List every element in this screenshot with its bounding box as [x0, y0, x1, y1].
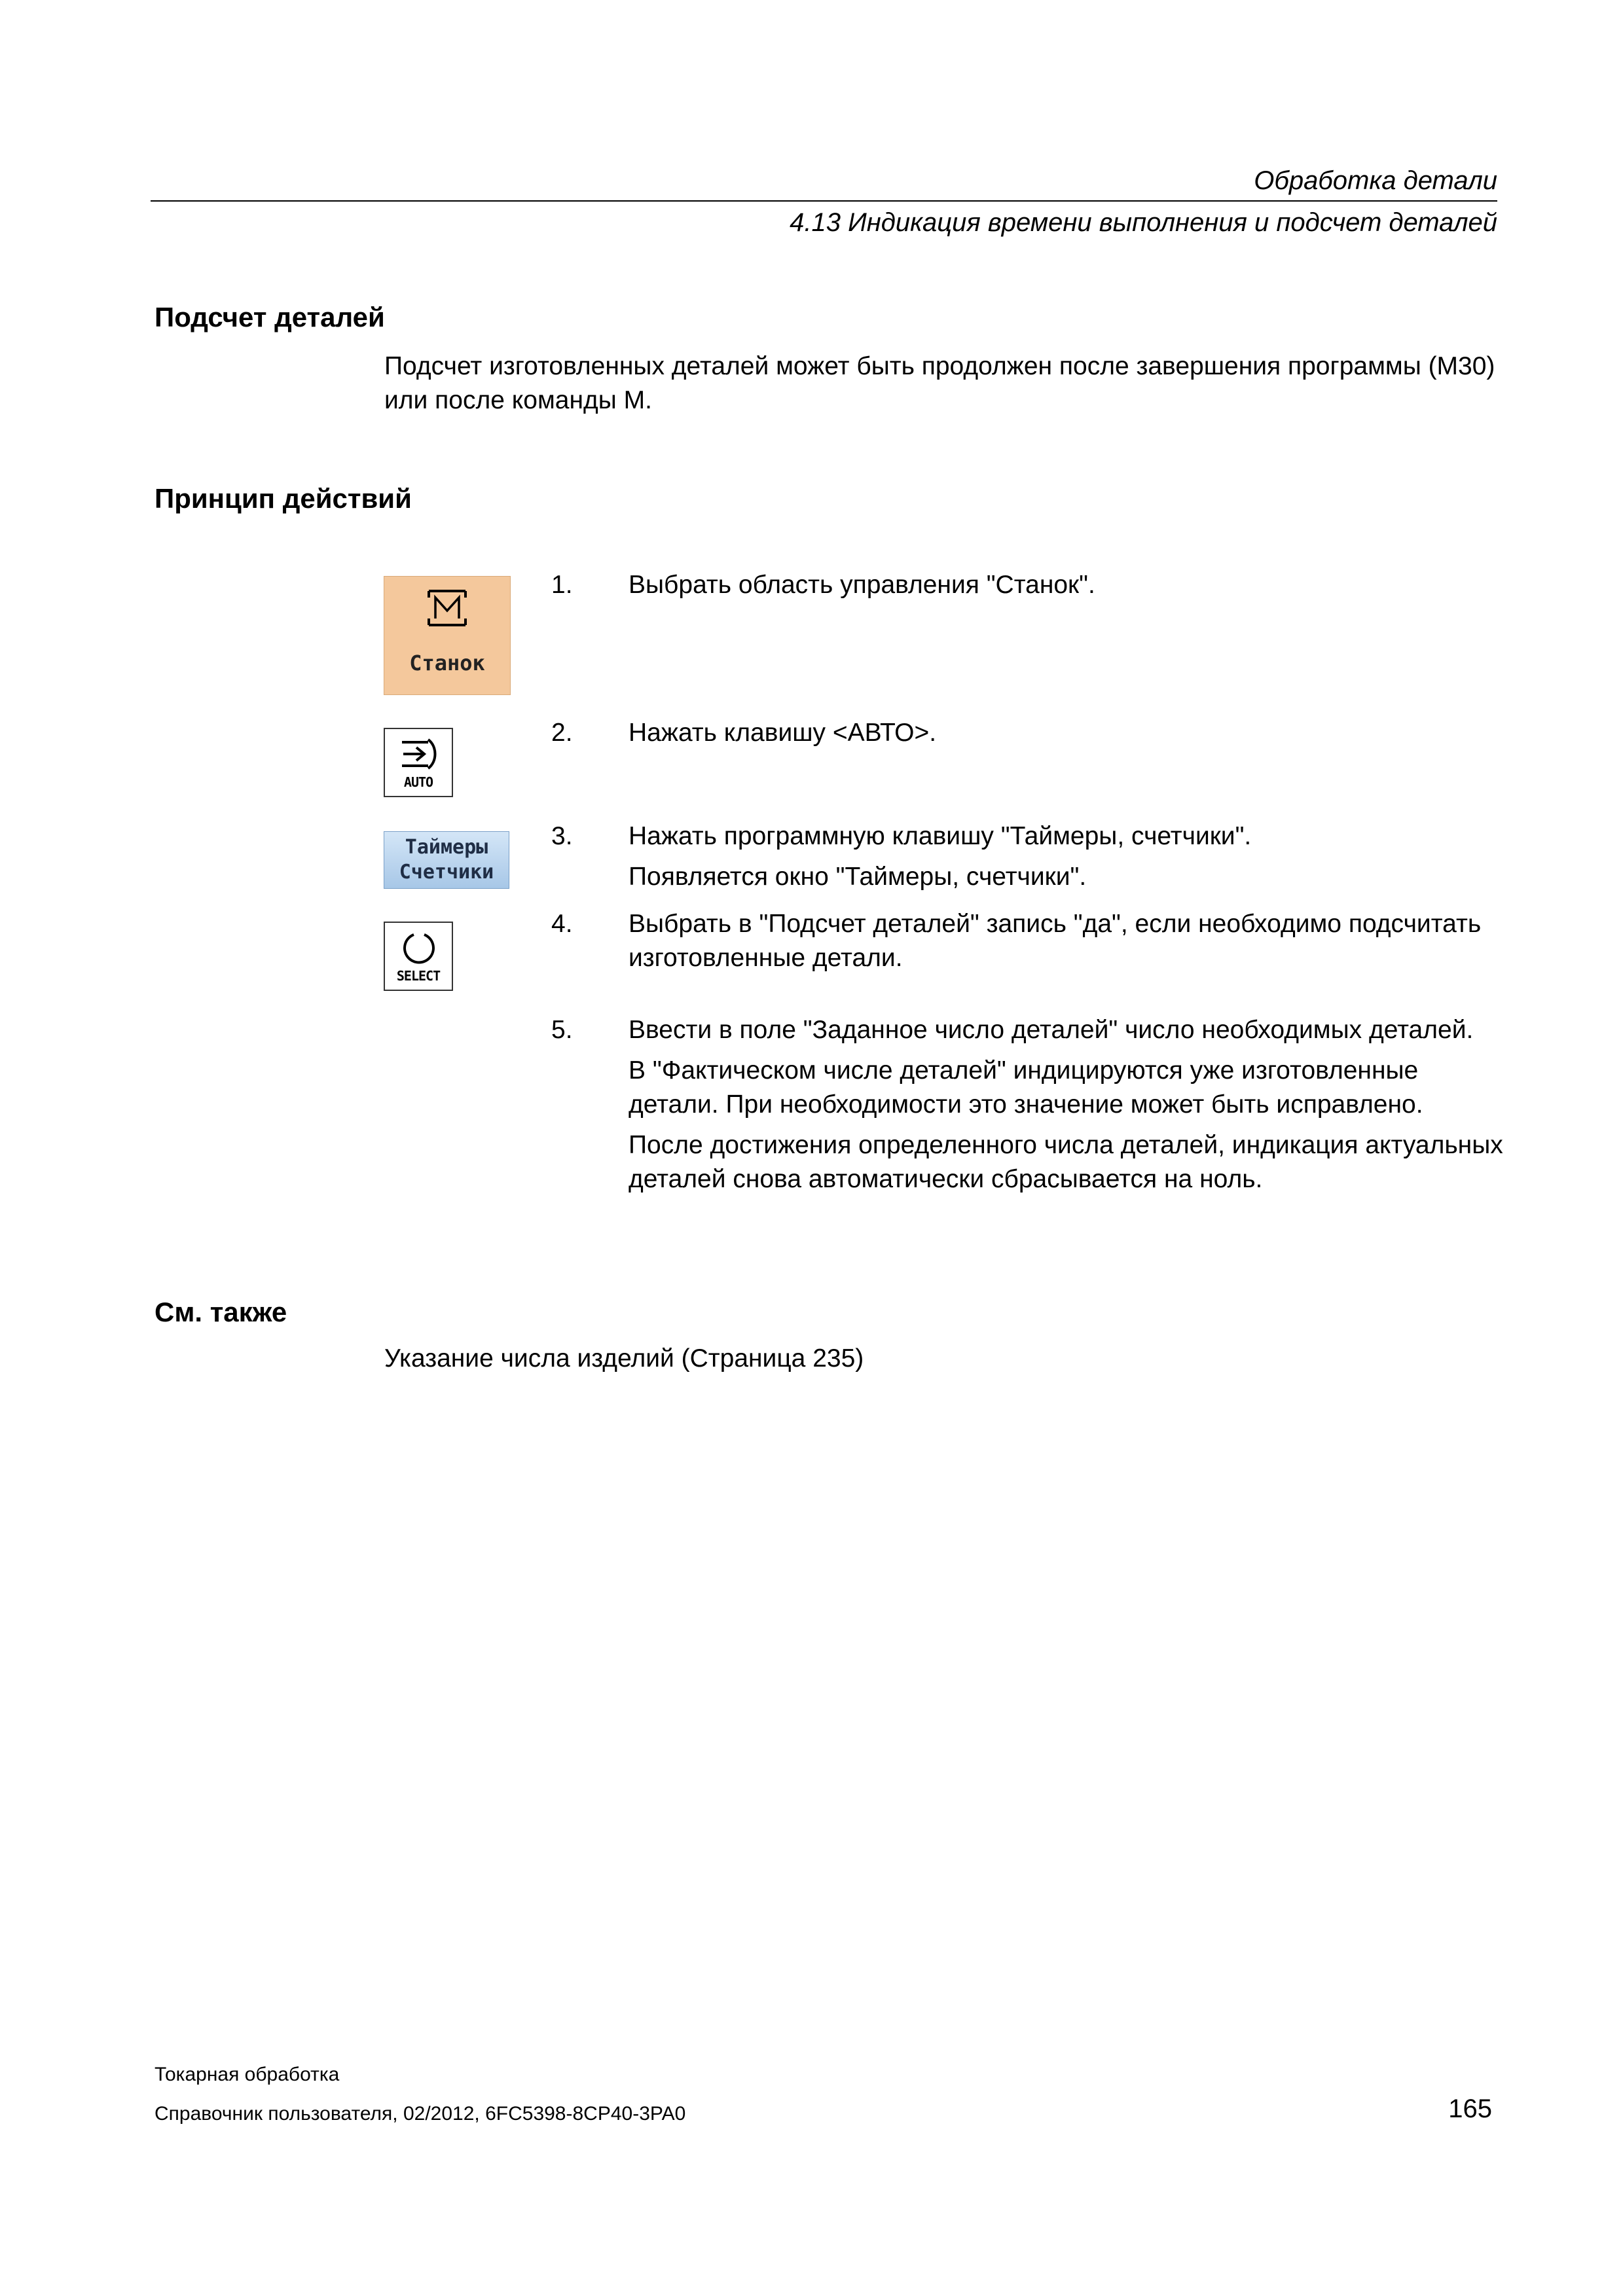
machine-key-label: Станок [409, 651, 485, 675]
see-also-heading: См. также [155, 1297, 287, 1327]
chapter-title: Обработка детали [1254, 166, 1497, 195]
step-paragraph: Появляется окно "Таймеры, счетчики". [629, 863, 1087, 891]
header-rule [151, 200, 1497, 202]
softkey-line2: Счетчики [399, 861, 494, 884]
page-number: 165 [1448, 2094, 1492, 2123]
step-number: 2. [551, 719, 573, 747]
section-title: 4.13 Индикация времени выполнения и подсчет деталей [790, 208, 1497, 237]
part-counting-text: Подсчет изготовленных деталей может быть продолжен после завершения программы (M30) или после команды M. [384, 352, 1495, 414]
step-paragraph: После достижения определенного числа деталей, индикация актуальных деталей снова автоматически сбрасывается на ноль. [629, 1131, 1503, 1193]
step-paragraph: Выбрать область управления "Станок". [629, 571, 1095, 599]
softkey-line1: Таймеры [405, 836, 488, 859]
machine-area-key[interactable] [384, 576, 511, 695]
part-counting-heading: Подсчет деталей [155, 302, 385, 332]
auto-key-label: AUTO [403, 774, 433, 790]
step-number: 1. [551, 571, 573, 599]
footer-product: Токарная обработка [155, 2064, 340, 2085]
principle-heading: Принцип действий [155, 483, 412, 514]
step-text [629, 1013, 1506, 1196]
select-key-label: SELECT [396, 968, 441, 984]
timers-counters-softkey[interactable] [384, 831, 509, 889]
footer-manual-info: Справочник пользователя, 02/2012, 6FC5398-8CP40-3PA0 [155, 2103, 686, 2125]
select-circle-icon [399, 929, 439, 966]
step-text [629, 819, 1506, 894]
step-number: 3. [551, 822, 573, 850]
select-key[interactable] [384, 922, 453, 991]
step-paragraph: Нажать клавишу <АВТО>. [629, 719, 937, 747]
machine-m-icon [426, 588, 468, 628]
step-paragraph: В "Фактическом числе деталей" индицируются уже изготовленные детали. При необходимости это значение может быть исправлено. [629, 1056, 1423, 1119]
auto-arrow-icon [399, 736, 439, 772]
step-number: 4. [551, 910, 573, 938]
step-paragraph: Выбрать в "Подсчет деталей" запись "да", если необходимо подсчитать изготовленные детали. [629, 910, 1482, 972]
step-paragraph: Ввести в поле "Заданное число деталей" число необходимых деталей. [629, 1016, 1474, 1044]
step-text [629, 907, 1506, 975]
auto-key[interactable] [384, 728, 453, 797]
step-text [629, 716, 1506, 750]
step-text [629, 568, 1506, 602]
step-paragraph: Нажать программную клавишу "Таймеры, счетчики". [629, 822, 1252, 850]
see-also-link[interactable]: Указание числа изделий (Страница 235) [384, 1344, 864, 1372]
step-number: 5. [551, 1016, 573, 1044]
